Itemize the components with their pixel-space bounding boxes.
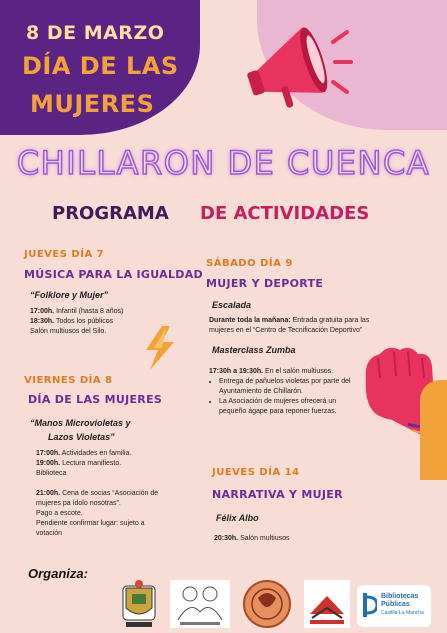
zumba-line-1 [209,367,359,377]
program-title: PROGRAMA [52,203,169,224]
title-line-1: DÍA DE LAS [22,52,179,80]
thursday14-title: NARRATIVA Y MUJER [212,488,343,501]
friday-line-6: Pago a escote. [36,510,83,517]
line-text: Todos los públicos [54,318,114,325]
orange-accent-shape [420,380,447,480]
time-label: Durante toda la mañana: [209,317,291,324]
thursday14-details [214,534,364,544]
thursday-day: JUEVES DÍA 7 [24,249,105,260]
activities-title: DE ACTIVIDADES [200,203,370,224]
zumba-bullet-1: • Entrega de pañuelos violetas por parte del Ayuntamiento de Chillarón. [219,377,359,397]
friday-line-1 [36,449,196,459]
time-label: 17:30h a 19:30h. [209,368,264,375]
megaphone-icon [235,12,355,122]
saturday-sub-2: Masterclass Zumba [212,345,296,355]
bib-line-3: Castilla-La Mancha [381,610,424,616]
thursday-subtitle: “Folklore y Mujer” [30,290,109,300]
line-text: Lectura manifiesto. [60,460,122,467]
saturday-title: MUJER Y DEPORTE [206,277,324,290]
friday-line-3: Biblioteca [36,470,67,477]
date-heading: 8 DE MARZO [26,22,165,44]
lightning-icon [140,326,180,370]
time-label: 18:30h. [30,318,55,325]
friday-line-8: votación [36,530,63,537]
line-text: Infantil (hasta 8 años) [54,308,124,315]
association-logo [170,578,230,630]
friday-subtitle-2: Lazos Violetas” [48,432,115,442]
library-mark-icon [363,593,377,617]
thursday-line-3: Salón multiusos del Silo. [30,328,107,335]
line-text: Actividades en familia. [60,450,132,457]
time-label: 17:00h. [30,308,55,315]
thursday-line-1 [30,307,180,317]
town-crest-logo [120,578,158,630]
time-label: 19:00h. [36,460,61,467]
thursday14-day: JUEVES DÍA 14 [212,467,300,478]
library-book-logo [304,578,350,630]
saturday-climbing-details [209,316,409,336]
line-text: Salón multiusos [238,535,290,542]
bib-line-1: Bibliotecas [381,593,419,600]
saturday-zumba-details [209,367,359,417]
time-label: 21:00h. [36,490,61,497]
friday-title: DÍA DE LAS MUJERES [28,393,163,406]
circular-logo [242,578,292,630]
thursday-title: MÚSICA PARA LA IGUALDAD [24,268,203,281]
friday-line-7: Pendiente confirmar lugar: sujeto a [36,520,145,527]
city-title: CHILLARON DE CUENCA [16,144,431,182]
title-line-2: MUJERES [30,90,155,118]
friday-line-2 [36,459,196,469]
line-text: Cena de socias “Asociación de [60,490,159,497]
saturday-sub-1: Escalada [212,300,252,310]
bibliotecas-logo [357,585,431,627]
friday-day: VIERNES DÍA 8 [24,375,113,386]
climbing-line-2: mujeres en el “Centro de Tecnificación Deportivo” [209,327,363,334]
bib-line-2: Públicas [381,601,410,608]
friday-line-4 [36,489,196,499]
time-label: 17:00h. [36,450,61,457]
thursday14-line [214,534,364,544]
thursday14-subtitle: Félix Albo [216,513,259,523]
organiza-label: Organiza: [28,566,88,581]
time-label: 20:30h. [214,535,239,542]
friday-details [36,449,196,539]
saturday-day: SÁBADO DÍA 9 [206,258,293,269]
friday-line-5: mujeres pa ídolo nosotras”. [36,500,121,507]
line-text: Entrada gratuita para las [290,317,370,324]
zumba-bullets [209,377,359,417]
climbing-line-1 [209,316,409,326]
zumba-bullet-2: • La Asociación de mujeres ofrecerá un pequeño ágape para reponer fuerzas. [219,397,359,417]
friday-subtitle-1: “Manos Microvioletas y [30,418,131,428]
line-text: En el salón multiusos. [263,368,334,375]
